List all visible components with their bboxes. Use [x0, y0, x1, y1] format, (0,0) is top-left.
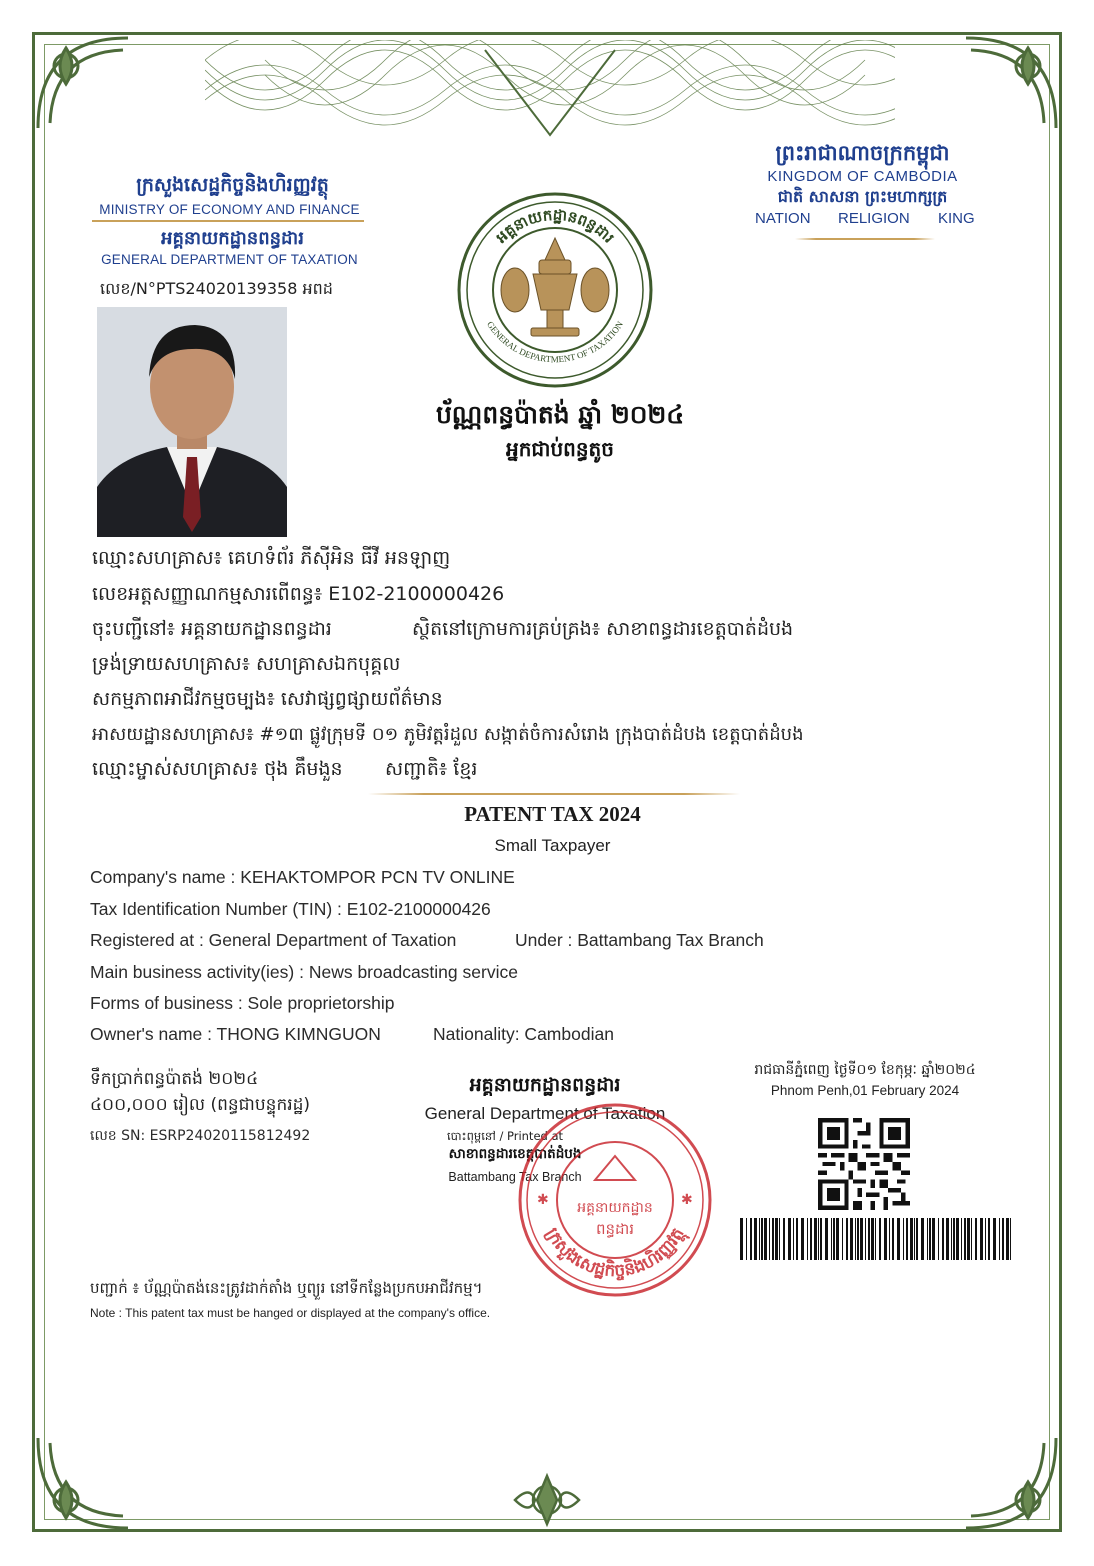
- motto-king: KING: [938, 210, 975, 227]
- issue-date-en: Phnom Penh,01 February 2024: [770, 1083, 960, 1098]
- nationality-en: Nationality: Cambodian: [433, 1024, 614, 1044]
- tax-department-seal-icon: [455, 190, 655, 390]
- under-branch-kh: ស្ថិតនៅក្រោមការគ្រប់គ្រង៖ សាខាពន្ធដារខេត្តបាត់ដំបង: [412, 618, 794, 640]
- business-activity-en: Main business activity(ies) : News broadcasting service: [90, 962, 518, 982]
- tax-amount-kh: ៤០០,០០០ រៀល (ពន្ធជាបន្ទុករដ្ឋ): [90, 1095, 311, 1115]
- department-name-en: GENERAL DEPARTMENT OF TAXATION: [101, 252, 358, 267]
- motto-religion: RELIGION: [838, 210, 910, 227]
- barcode-bar: [932, 1218, 935, 1260]
- note-kh: បញ្ជាក់ ៖ ប័ណ្ណប៉ាតង់នេះត្រូវដាក់តាំង ឬព្យួរ នៅទីកន្លែងប្រកបអាជីវកម្ម។: [90, 1279, 483, 1297]
- barcode-bar: [1006, 1218, 1009, 1260]
- barcode-bar: [836, 1218, 839, 1260]
- business-activity-kh: សកម្មភាពអាជីវកម្មចម្បង៖ សេវាផ្សព្វផ្សាយព័ត៌មាន: [92, 688, 443, 710]
- barcode-bar: [818, 1218, 819, 1260]
- barcode-bar: [769, 1218, 770, 1260]
- barcode-icon: [738, 1218, 1016, 1260]
- bottom-ornament-icon: [510, 1470, 584, 1530]
- certificate-number: លេខ/N°PTS24020139358 អពដ: [100, 279, 333, 298]
- barcode-bar: [865, 1218, 866, 1260]
- barcode-bar: [846, 1218, 848, 1260]
- issue-date-kh: រាជធានីភ្នំពេញ ថ្ងៃទី០១ ខែកុម្ភៈ ឆ្នាំ២០២៤: [754, 1062, 976, 1078]
- subtitle-en: Small Taxpayer: [494, 836, 611, 855]
- barcode-bar: [820, 1218, 822, 1260]
- motto-divider: [795, 238, 935, 240]
- tin-en: Tax Identification Number (TIN) : E102-2100000426: [90, 899, 491, 919]
- title-en: PATENT TAX 2024: [464, 802, 641, 826]
- registered-at-kh: ចុះបញ្ជីនៅ៖ អគ្គនាយកដ្ឋានពន្ធដារ: [92, 618, 332, 640]
- barcode-bar: [875, 1218, 876, 1260]
- svg-text:✱: ✱: [681, 1191, 693, 1207]
- company-name-kh: ឈ្មោះសហគ្រាស៖ គេហទំព័រ ភីស៊ីអិន ធីវី អនឡាញ: [92, 547, 451, 569]
- barcode-bar: [971, 1218, 972, 1260]
- kingdom-name-en: KINGDOM OF CAMBODIA: [767, 168, 958, 185]
- printed-at-label: បោះពុម្ពនៅ / Printed at: [446, 1129, 564, 1143]
- barcode-bar: [772, 1218, 774, 1260]
- header-divider: [92, 220, 364, 222]
- nationality-kh: សញ្ជាតិ៖ ខ្មែរ: [385, 758, 478, 780]
- note-en: Note : This patent tax must be hanged or displayed at the company's office.: [90, 1306, 491, 1320]
- barcode-bar: [892, 1218, 894, 1260]
- seal-ring-en: GENERAL DEPARTMENT OF TAXATION: [484, 319, 626, 365]
- owner-name-kh: ឈ្មោះម្ចាស់សហគ្រាស៖ ថុង គឹមងួន: [92, 758, 343, 780]
- serial-number: លេខ SN: ESRP24020115812492: [90, 1128, 311, 1144]
- barcode-bar: [938, 1218, 939, 1260]
- registered-at-en: Registered at : General Department of Taxation: [90, 930, 457, 950]
- amount-label-kh: ទឹកប្រាក់ពន្ធប៉ាតង់ ២០២៤: [90, 1069, 259, 1089]
- address-kh: អាសយដ្ឋានសហគ្រាស៖ #១៣ ផ្លូវក្រុមទី ០១ ភូមិវត្តរំដួល សង្កាត់ចំការសំរោង ក្រុងបាត់ដំបង ខេត្តបាត់ដំបង: [92, 724, 804, 745]
- barcode-bar: [759, 1218, 760, 1260]
- barcode-bar: [779, 1218, 780, 1260]
- barcode-bar: [993, 1218, 996, 1260]
- barcode-bar: [967, 1218, 970, 1260]
- guilloche-band-icon: [205, 40, 895, 140]
- barcode-bar: [975, 1218, 977, 1260]
- barcode-bar: [879, 1218, 881, 1260]
- barcode-bar: [956, 1218, 959, 1260]
- barcode-bar: [842, 1218, 843, 1260]
- svg-text:✱: ✱: [537, 1191, 549, 1207]
- barcode-bar: [985, 1218, 986, 1260]
- business-form-kh: ទ្រង់ទ្រាយសហគ្រាស៖ សហគ្រាសឯកបុគ្គល: [92, 653, 401, 675]
- barcode-bar: [929, 1218, 931, 1260]
- title-kh: ប័ណ្ណពន្ធប៉ាតង់ ឆ្នាំ ២០២៤: [435, 400, 685, 429]
- barcode-bar: [953, 1218, 955, 1260]
- barcode-bar: [868, 1218, 870, 1260]
- stamp-center-line-1: អគ្គនាយកដ្ឋាន: [577, 1200, 653, 1216]
- barcode-bar: [903, 1218, 904, 1260]
- qr-code-icon: [818, 1118, 910, 1210]
- barcode-bar: [927, 1218, 928, 1260]
- barcode-bar: [783, 1218, 785, 1260]
- corner-ornament-icon: [956, 1428, 1066, 1538]
- barcode-bar: [921, 1218, 924, 1260]
- barcode-bar: [764, 1218, 767, 1260]
- barcode-bar: [807, 1218, 808, 1260]
- barcode-bar: [914, 1218, 915, 1260]
- motto-kh: ជាតិ សាសនា ព្រះមហាក្សត្រ: [777, 187, 948, 206]
- barcode-bar: [988, 1218, 990, 1260]
- ministry-name-en: MINISTRY OF ECONOMY AND FINANCE: [99, 202, 360, 217]
- issuer-dept-en: General Department of Taxation: [424, 1104, 666, 1123]
- barcode-bar: [801, 1218, 804, 1260]
- barcode-bar: [825, 1218, 828, 1260]
- stamp-ring-kh: ក្រសួងសេដ្ឋកិច្ចនិងហិរញ្ញវត្ថុ: [541, 1224, 689, 1282]
- department-name-kh: អគ្គនាយកដ្ឋានពន្ធដារ: [161, 228, 304, 249]
- barcode-bar: [754, 1218, 757, 1260]
- barcode-bar: [961, 1218, 962, 1260]
- kingdom-name-kh: ព្រះរាជាណាចក្រកម្ពុជា: [775, 141, 950, 165]
- official-stamp-icon: [515, 1100, 715, 1300]
- stamp-center-line-2: ពន្ធដារ: [595, 1220, 635, 1238]
- barcode-bar: [831, 1218, 832, 1260]
- company-name-en: Company's name : KEHAKTOMPOR PCN TV ONLINE: [90, 867, 515, 887]
- barcode-bar: [910, 1218, 913, 1260]
- barcode-bar: [871, 1218, 874, 1260]
- barcode-bar: [740, 1218, 743, 1260]
- barcode-bar: [916, 1218, 918, 1260]
- barcode-bar: [942, 1218, 944, 1260]
- corner-ornament-icon: [28, 1428, 138, 1538]
- barcode-bar: [761, 1218, 763, 1260]
- motto-nation: NATION: [755, 210, 811, 227]
- barcode-bar: [897, 1218, 900, 1260]
- issuer-dept-kh: អគ្គនាយកដ្ឋានពន្ធដារ: [469, 1074, 621, 1096]
- barcode-bar: [946, 1218, 949, 1260]
- subtitle-kh: អ្នកជាប់ពន្ធតូច: [506, 437, 614, 461]
- barcode-bar: [855, 1218, 856, 1260]
- printing-branch-en: Battambang Tax Branch: [448, 1170, 582, 1184]
- barcode-bar: [999, 1218, 1000, 1260]
- barcode-bar: [850, 1218, 853, 1260]
- under-branch-en: Under : Battambang Tax Branch: [515, 930, 764, 950]
- barcode-bar: [980, 1218, 983, 1260]
- barcode-bar: [857, 1218, 859, 1260]
- section-divider: [368, 793, 740, 795]
- corner-ornament-icon: [28, 28, 138, 138]
- barcode-bar: [750, 1218, 752, 1260]
- barcode-bar: [889, 1218, 890, 1260]
- barcode-bar: [810, 1218, 812, 1260]
- barcode-bar: [1010, 1218, 1011, 1260]
- barcode-bar: [884, 1218, 887, 1260]
- barcode-bar: [833, 1218, 835, 1260]
- seal-ring-kh: អគ្គនាយកដ្ឋានពន្ធដារ: [492, 205, 618, 247]
- barcode-bar: [746, 1218, 747, 1260]
- barcode-bar: [796, 1218, 798, 1260]
- barcode-bar: [906, 1218, 908, 1260]
- barcode-bar: [951, 1218, 952, 1260]
- barcode-bar: [793, 1218, 794, 1260]
- tin-kh: លេខអត្តសញ្ញាណកម្មសារពើពន្ធ៖ E102-2100000426: [92, 583, 505, 605]
- barcode-bar: [814, 1218, 817, 1260]
- printing-branch-kh: សាខាពន្ធដារខេត្តបាត់ដំបង: [448, 1146, 582, 1162]
- owner-photo: [97, 307, 287, 537]
- corner-ornament-icon: [956, 28, 1066, 138]
- barcode-bar: [775, 1218, 778, 1260]
- business-form-en: Forms of business : Sole proprietorship: [90, 993, 395, 1013]
- barcode-bar: [860, 1218, 863, 1260]
- ministry-name-kh: ក្រសួងសេដ្ឋកិច្ចនិងហិរញ្ញវត្ថុ: [136, 174, 329, 196]
- barcode-bar: [964, 1218, 966, 1260]
- owner-name-en: Owner's name : THONG KIMNGUON: [90, 1024, 381, 1044]
- barcode-bar: [1002, 1218, 1004, 1260]
- barcode-bar: [788, 1218, 791, 1260]
